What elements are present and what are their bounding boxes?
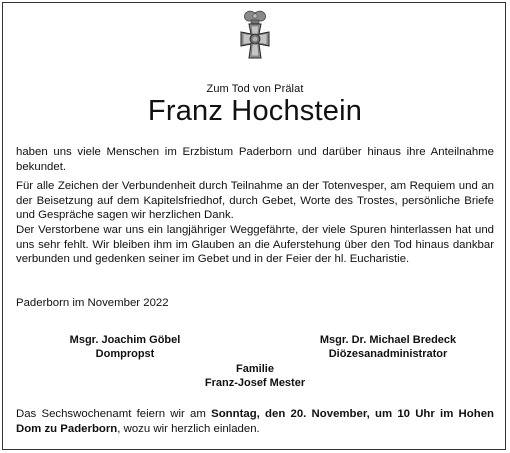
signature-right-title: Diözesanadministrator (328, 348, 448, 360)
closing-intro: Das Sechswochenamt feiern wir am (16, 408, 212, 420)
place-date: Paderborn im November 2022 (16, 297, 169, 309)
closing-announcement (16, 407, 494, 436)
signature-family-name: Familie (236, 363, 274, 375)
signature-family (170, 362, 340, 390)
paragraph-remembrance: Der Verstorbene war uns ein langjähriger Weggefährte, der viele Spuren hinterlassen hat und uns sehr fehlt. Wir bleiben ihm im Glauben an die Auferstehung über den Tod hinaus dankbar verbunden und gedenken seiner im Gebet und in der Feier der hl. Eucharistie. (16, 224, 494, 266)
paragraph-thanks: Für alle Zeichen der Verbundenheit durch Teilnahme an der Totenvesper, am Requiem und an der Beisetzung auf dem Kapitelsfriedhof, durch Gebet, Worte des Trostes, persönliche Briefe und Gespräche sagen wir herzlichen Dank. (16, 180, 494, 222)
signature-left-title: Dompropst (95, 348, 155, 360)
deceased-name: Franz Hochstein (147, 95, 363, 127)
signature-left (40, 333, 210, 361)
signature-right-name: Msgr. Dr. Michael Bredeck (319, 334, 457, 346)
closing-place: im Hohen Dom zu Paderborn (16, 408, 494, 435)
paragraph-thanks-intro: haben uns viele Menschen im Erzbistum Paderborn und darüber hinaus ihre Anteilnahme bekundet. (16, 146, 494, 173)
signature-right (298, 333, 478, 361)
closing-outro: , wozu wir herzlich einladen. (117, 422, 260, 435)
signature-family-title: Franz-Josef Mester (204, 377, 306, 389)
notice-subtitle: Zum Tod von Prälat (206, 83, 304, 95)
signature-left-name: Msgr. Joachim Göbel (69, 334, 181, 346)
cross-emblem-icon (229, 10, 281, 70)
closing-date: Sonntag, den 20. November, um 10 Uhr (211, 408, 435, 420)
